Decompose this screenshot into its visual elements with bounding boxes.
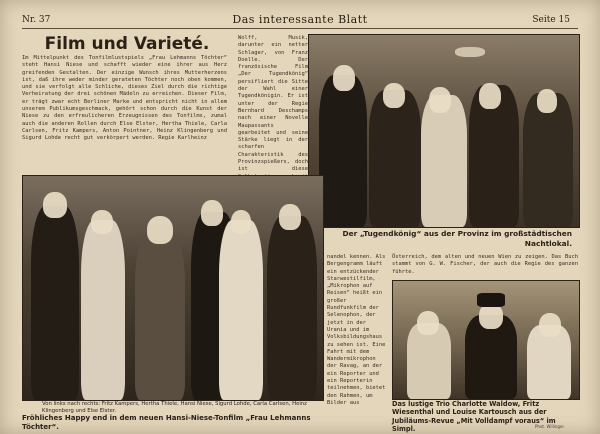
- page-header: [22, 14, 578, 29]
- article-column-4: Österreich, dem alten und neuen Wien zu zeigen. Das Buch stammt von G. W. Fischer, der auch die Regie des ganzen führte.: [392, 254, 578, 275]
- main-photo-caption: Fröhliches Happy end in dem neuen Hansi-Niese-Tonfilm „Frau Lehmanns Töchter“.: [22, 414, 311, 431]
- article-column-3: nandel kennen. Als Bergengramm läuft ein entzückender Starwestilfilm, „Mikrophon auf Reisen“ heißt ein großer Rundfunkfilm der Selenophon, der jetzt in der Urania und im Volksbildungshaus zu sehen ist. Eine Fahrt mit dem Wandermikrophon der Ravag, an der ein Reporter und ein Reporterin teilnehmen, bietet den Rahmen, um Bilder aus: [327, 254, 386, 406]
- tugendkoenig-caption: Der „Tugendkönig“ aus der Provinz im großstädtischen Nachtlokal.: [342, 229, 572, 248]
- article-column-1: Im Mittelpunkt des Tonfilmlustspiels „Frau Lehmanns Töchter“ steht Hansi Niese und schafft wieder eine ihrer aus Herz greifenden Gestalten. Der einzige Wunsch ihres Mutterherzens ist, daß ihre weder minder gerateten Töchter noch oben kommen, und sie verfolgt alle Schliche, dieses Ziel durch die richtige Verheiratung der drei schönen Mädeln zu erreichen. Dieser Film, er trägt zwar echt Berliner Marke und entspricht nicht in allem unserem Publikumsgeschmack, gehört schon durch die Kunst der Niese zu den erfreulicheren Erzeugnissen des Tonfilms, zumal auch die anderen Rollen durch Else Elster, Hertha Thiele, Carla Carlsen, Fritz Kampers, Anton Pointner, Heinz Klingenberg und Sigurd Lohde recht gut verkörpert werden. Regie Karlheinz: [22, 55, 227, 142]
- trio-caption: Das lustige Trio Charlotte Waldow, Fritz Wiesenthal und Louise Kartousch aus der Jubiläums-Revue „Mit Volldampf voraus“ im Simpl.: [392, 400, 556, 434]
- article-column-2: Wolff, Musik, darunter ein netter Schlager, von Franz Doelle. Der französische Film „Der Tugendkönig“ persifliert die Sitte der Wahl einer Tugendkönigin. Er ist unter der Regie Bernhard Deschamps nach einer Novelle Maupassants gearbeitet und seine Stärke liegt in der scharfen Charakteristik des Provinzspießers, doch ist diese: [238, 35, 308, 173]
- issue-number: Nr. 37: [22, 15, 51, 25]
- article-title: Film und Varieté.: [44, 34, 210, 54]
- photo-credit: Phot. Willinger.: [535, 424, 565, 429]
- main-photo-credits: Von links nach rechts: Fritz Kampers, Hertha Thiele, Hansi Niese, Sigurd Lohde, Carla Carlsen, Heinz Klingenberg und Else Elster.: [42, 401, 307, 414]
- trio-photo: [392, 280, 580, 400]
- tugendkoenig-photo: [308, 34, 580, 228]
- page-number: Seite 15: [532, 15, 570, 25]
- magazine-title: Das interessante Blatt: [232, 13, 368, 26]
- frau-lehmanns-toechter-photo: [22, 175, 324, 401]
